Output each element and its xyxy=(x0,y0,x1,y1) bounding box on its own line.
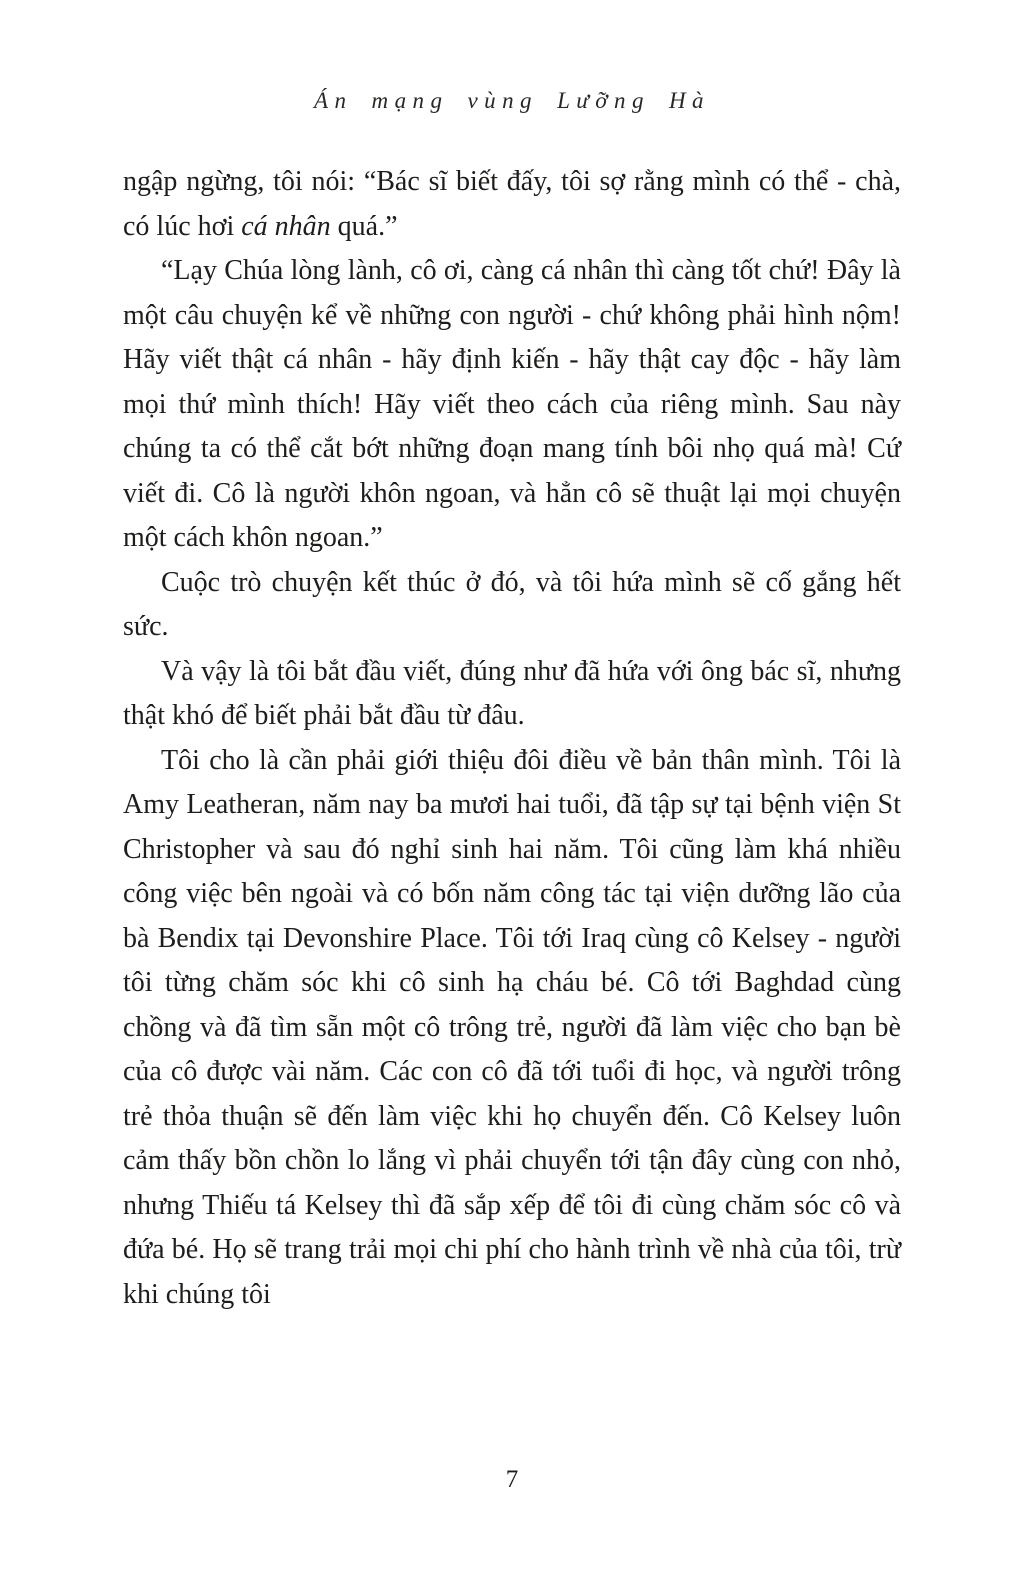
paragraph-text: quá.” xyxy=(330,210,398,242)
page-number: 7 xyxy=(505,1466,519,1493)
page-footer xyxy=(0,1466,1024,1494)
running-header xyxy=(123,88,901,114)
paragraph: Và vậy là tôi bắt đầu viết, đúng như đã hứa với ông bác sĩ, nhưng thật khó để biết phải bắt đầu từ đâu. xyxy=(123,655,901,731)
paragraph-dialogue: “Lạy Chúa lòng lành, cô ơi, càng cá nhân thì càng tốt chứ! Đây là một câu chuyện kể về những con người - chứ không phải hình nộm! Hãy viết thật cá nhân - hãy định kiến - hãy thật cay độc - hãy làm mọi thứ mình thích! Hãy viết theo cách của riêng mình. Sau này chúng ta có thể cắt bớt những đoạn mang tính bôi nhọ quá mà! Cứ viết đi. Cô là người khôn ngoan, và hẳn cô sẽ thuật lại mọi chuyện một cách khôn ngoan.” xyxy=(123,255,901,553)
paragraph-text: ngập ngừng, tôi nói: “Bác sĩ biết đấy, tôi sợ rằng mình có thể - chà, có lúc hơi xyxy=(123,166,901,242)
italic-phrase: cá nhân xyxy=(241,210,331,242)
book-title: Án mạng vùng Lưỡng Hà xyxy=(314,88,710,113)
paragraph-continuation xyxy=(123,160,901,249)
paragraph-introduction: Tôi cho là cần phải giới thiệu đôi điều về bản thân mình. Tôi là Amy Leatheran, năm nay ba mươi hai tuổi, đã tập sự tại bệnh viện St Christopher và sau đó nghỉ sinh hai năm. Tôi cũng làm khá nhiều công việc bên ngoài và có bốn năm công tác tại viện dưỡng lão của bà Bendix tại Devonshire Place. Tôi tới Iraq cùng cô Kelsey - người tôi từng chăm sóc khi cô sinh hạ cháu bé. Cô tới Baghdad cùng chồng và đã tìm sẵn một cô trông trẻ, người đã làm việc cho bạn bè của cô được vài năm. Các con cô đã tới tuổi đi học, và người trông trẻ thỏa thuận sẽ đến làm việc khi họ chuyển đến. Cô Kelsey luôn cảm thấy bồn chồn lo lắng vì phải chuyển tới tận đây cùng con nhỏ, nhưng Thiếu tá Kelsey thì đã sắp xếp để tôi đi cùng chăm sóc cô và đứa bé. Họ sẽ trang trải mọi chi phí cho hành trình về nhà của tôi, trừ khi chúng tôi xyxy=(123,744,901,1310)
paragraph: Cuộc trò chuyện kết thúc ở đó, và tôi hứa mình sẽ cố gắng hết sức. xyxy=(123,566,901,642)
page-body xyxy=(123,160,901,1317)
